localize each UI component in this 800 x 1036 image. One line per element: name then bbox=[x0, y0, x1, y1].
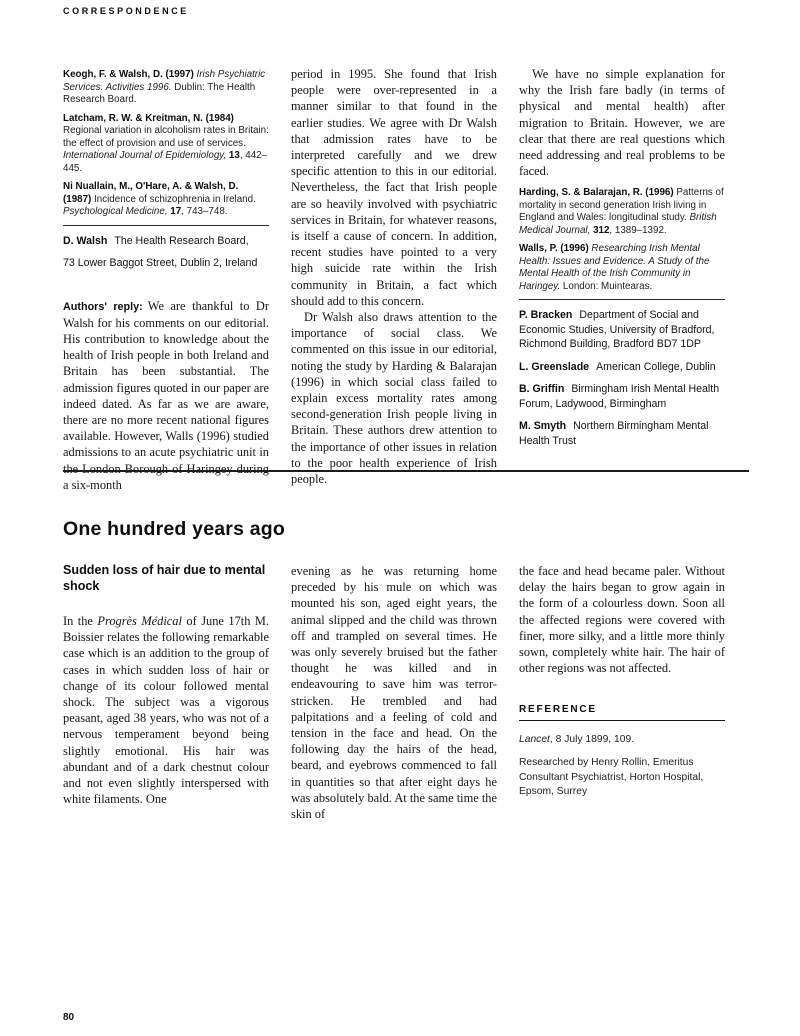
correspondent-entry bbox=[519, 382, 725, 411]
reference-title-italic: Irish Psychiatric Services. Activities 1996. bbox=[63, 69, 266, 93]
correspondent-affiliation: Department of Social and Economic Studies, University of Bradford, Richmond Building, Bradford BD7 1DP bbox=[519, 309, 715, 351]
reference-authors: Latcham, R. W. & Kreitman, N. (1984) bbox=[63, 112, 234, 124]
reference-text: London: Muintearas. bbox=[560, 280, 653, 292]
reference-volume: 17 bbox=[170, 206, 182, 217]
reference-authors: Walls, P. (1996) bbox=[519, 243, 589, 255]
correspondent-name: L. Greenslade bbox=[519, 360, 590, 373]
section-masthead: CORRESPONDENCE bbox=[63, 6, 189, 16]
reference-volume: 13 bbox=[228, 150, 240, 161]
correspondent-name: P. Bracken bbox=[519, 309, 573, 322]
correspondent-affiliation: The Health Research Board, bbox=[114, 234, 249, 247]
reply-paragraph: We have no simple explanation for why the Irish fare badly (in terms of physical and mental health) after migration to Britain. However, we are clear that there are real questions which need addressing and real problems to be faced. bbox=[519, 67, 725, 179]
article-paragraph: the face and head became paler. Without delay the hairs began to grow again in the form of a colourless down. Soon all the affected regions were covered with finer, more silky, and a little more thinly sown, completely white hair. The hair of other regions was not affected. bbox=[519, 564, 725, 676]
article-text: of June 17th M. Boissier relates the following remarkable case which is an addition to the group of cases in which sudden loss of hair or change of its colour followed mental shock. The subject was a vigorous peasant, aged 38 years, who was not of a nervous temperament beyond being slightly emotional. His hair was abundant and of a dark chestnut colour and not even slightly interspersed with white filaments. One bbox=[63, 614, 269, 807]
correspondence-column-middle bbox=[291, 66, 497, 487]
authors-reply-label: Authors' reply: bbox=[63, 300, 143, 313]
correspondence-column-left bbox=[63, 69, 269, 493]
researched-by-note: Researched by Henry Rollin, Emeritus Consultant Psychiatrist, Horton Hospital, Epsom, Surrey bbox=[519, 757, 704, 798]
hundred-years-column-left bbox=[63, 563, 269, 807]
reference-title-italic: British Medical Journal, bbox=[519, 212, 717, 236]
article-title: Sudden loss of hair due to mental shock bbox=[63, 563, 266, 593]
reference-title-italic: Researching Irish Mental Health: Issues and Evidence. A Study of the Mental Health of the Irish Community in Haringey. bbox=[519, 243, 710, 292]
correspondent-name: D. Walsh bbox=[63, 234, 108, 247]
reference-entry bbox=[63, 181, 269, 219]
correspondent-name: B. Griffin bbox=[519, 383, 565, 396]
source-detail: , 8 July 1899, 109. bbox=[549, 734, 635, 746]
correspondent-affiliation: American College, Dublin bbox=[596, 360, 716, 373]
page-number: 80 bbox=[63, 1012, 75, 1023]
reference-entry bbox=[63, 69, 269, 107]
correspondent-walsh bbox=[63, 234, 269, 249]
section-title: One hundred years ago bbox=[63, 518, 286, 541]
author-divider-rule bbox=[519, 299, 725, 300]
references-block bbox=[519, 187, 725, 293]
reply-paragraph: period in 1995. She found that Irish people were over-represented in a manner similar to that found in the earlier studies. We agree with Dr Walsh that admission rates have to be interpreted carefully and we drew specific attention to this in our editorial. Nevertheless, the fact that Irish people are so heavily involved with psychiatric services in Britain, for whatever reasons, is itself a cause of concern. In addition, recent studies have pointed to a very high suicide rate within the Irish community in Britain, a fact which should add to this concern. bbox=[291, 67, 497, 308]
reference-entry bbox=[519, 187, 725, 237]
correspondent-name: M. Smyth bbox=[519, 420, 567, 433]
reference-text: , 442–445. bbox=[63, 150, 268, 174]
reference-text: Dublin: The Health Research Board. bbox=[63, 81, 256, 105]
reference-authors: Ni Nuallain, M., O'Hare, A. & Walsh, D. (1987) bbox=[63, 181, 239, 205]
correspondent-entry bbox=[519, 360, 725, 375]
correspondent-entry bbox=[519, 308, 725, 352]
article-paragraph bbox=[63, 613, 269, 807]
correspondence-column-right bbox=[519, 66, 725, 456]
reference-authors: Keogh, F. & Walsh, D. (1997) bbox=[63, 69, 194, 80]
authors-reply-paragraph bbox=[63, 298, 269, 493]
reference-text: Patterns of mortality in second generation Irish living in England and Wales: longitudinal study. bbox=[519, 187, 724, 224]
correspondent-address: 73 Lower Baggot Street, Dublin 2, Ireland bbox=[63, 257, 258, 269]
reply-paragraph: Dr Walsh also draws attention to the importance of social class. We commented on this issue in our editorial, noting the study by Harding & Balarajan (1996) in which social class failed to explain excess mortality rates among second-generation Irish people living in Britain. These authors drew attention to the importance of other issues in relation to the poor health experience of Irish people. bbox=[291, 310, 497, 487]
correspondent-affiliation: Birmingham Irish Mental Health Forum, Ladywood, Birmingham bbox=[519, 383, 720, 410]
reference-text: Incidence of schizophrenia in Ireland. bbox=[91, 193, 256, 205]
author-divider-rule bbox=[63, 225, 269, 226]
reference-text: Regional variation in alcoholism rates in Britain: the effect of provision and use of services. bbox=[63, 125, 269, 149]
journal-name-italic: Progrès Médical bbox=[97, 614, 182, 628]
hundred-years-column-right bbox=[519, 563, 725, 800]
section-divider-rule bbox=[63, 470, 749, 472]
authors-reply-text: We are thankful to Dr Walsh for his comments on our editorial. His contribution to knowledge about the health of Irish people in both Ireland and Britain has been substantial. The admission figures quoted in our paper are indeed dated. As far as we are aware, there are no more recent national figures available. However, Walls (1996) studied admissions to an acute psychiatric unit in the London Borough of Haringey during a six-month bbox=[63, 298, 269, 492]
correspondent-entry bbox=[519, 419, 725, 448]
reference-text: , 743–748. bbox=[181, 206, 228, 217]
reference-title-italic: Psychological Medicine, bbox=[63, 206, 171, 217]
reference-volume: 312 bbox=[593, 224, 610, 236]
reference-text: , 1389–1392. bbox=[609, 224, 667, 236]
article-paragraph: evening as he was returning home preceded by his mule on which was mounted his son, aged eight years, the animal slipped and the child was thrown off and trampled on several times. He was only severely bruised but the father thought he was killed and in endeavouring to save him was terror-stricken. He trembled and had palpitations and a feeling of cold and tension in the face and head. On the following day the hairs of the head, beard, and eyebrows commenced to fall in quantities so that after eight days he was absolutely bald. At the same time the skin of bbox=[291, 564, 497, 822]
reference-source bbox=[519, 733, 725, 747]
article-text: In the bbox=[63, 614, 98, 628]
correspondent-affiliation: Northern Birmingham Mental Health Trust bbox=[519, 420, 709, 447]
reference-entry bbox=[519, 243, 725, 293]
reference-heading: REFERENCE bbox=[519, 704, 725, 721]
hundred-years-column-middle bbox=[291, 563, 497, 822]
reference-authors: Harding, S. & Balarajan, R. (1996) bbox=[519, 187, 674, 199]
source-journal-italic: Lancet bbox=[519, 734, 550, 746]
reference-entry bbox=[63, 113, 269, 176]
reference-title-italic: International Journal of Epidemiology, bbox=[63, 150, 229, 161]
